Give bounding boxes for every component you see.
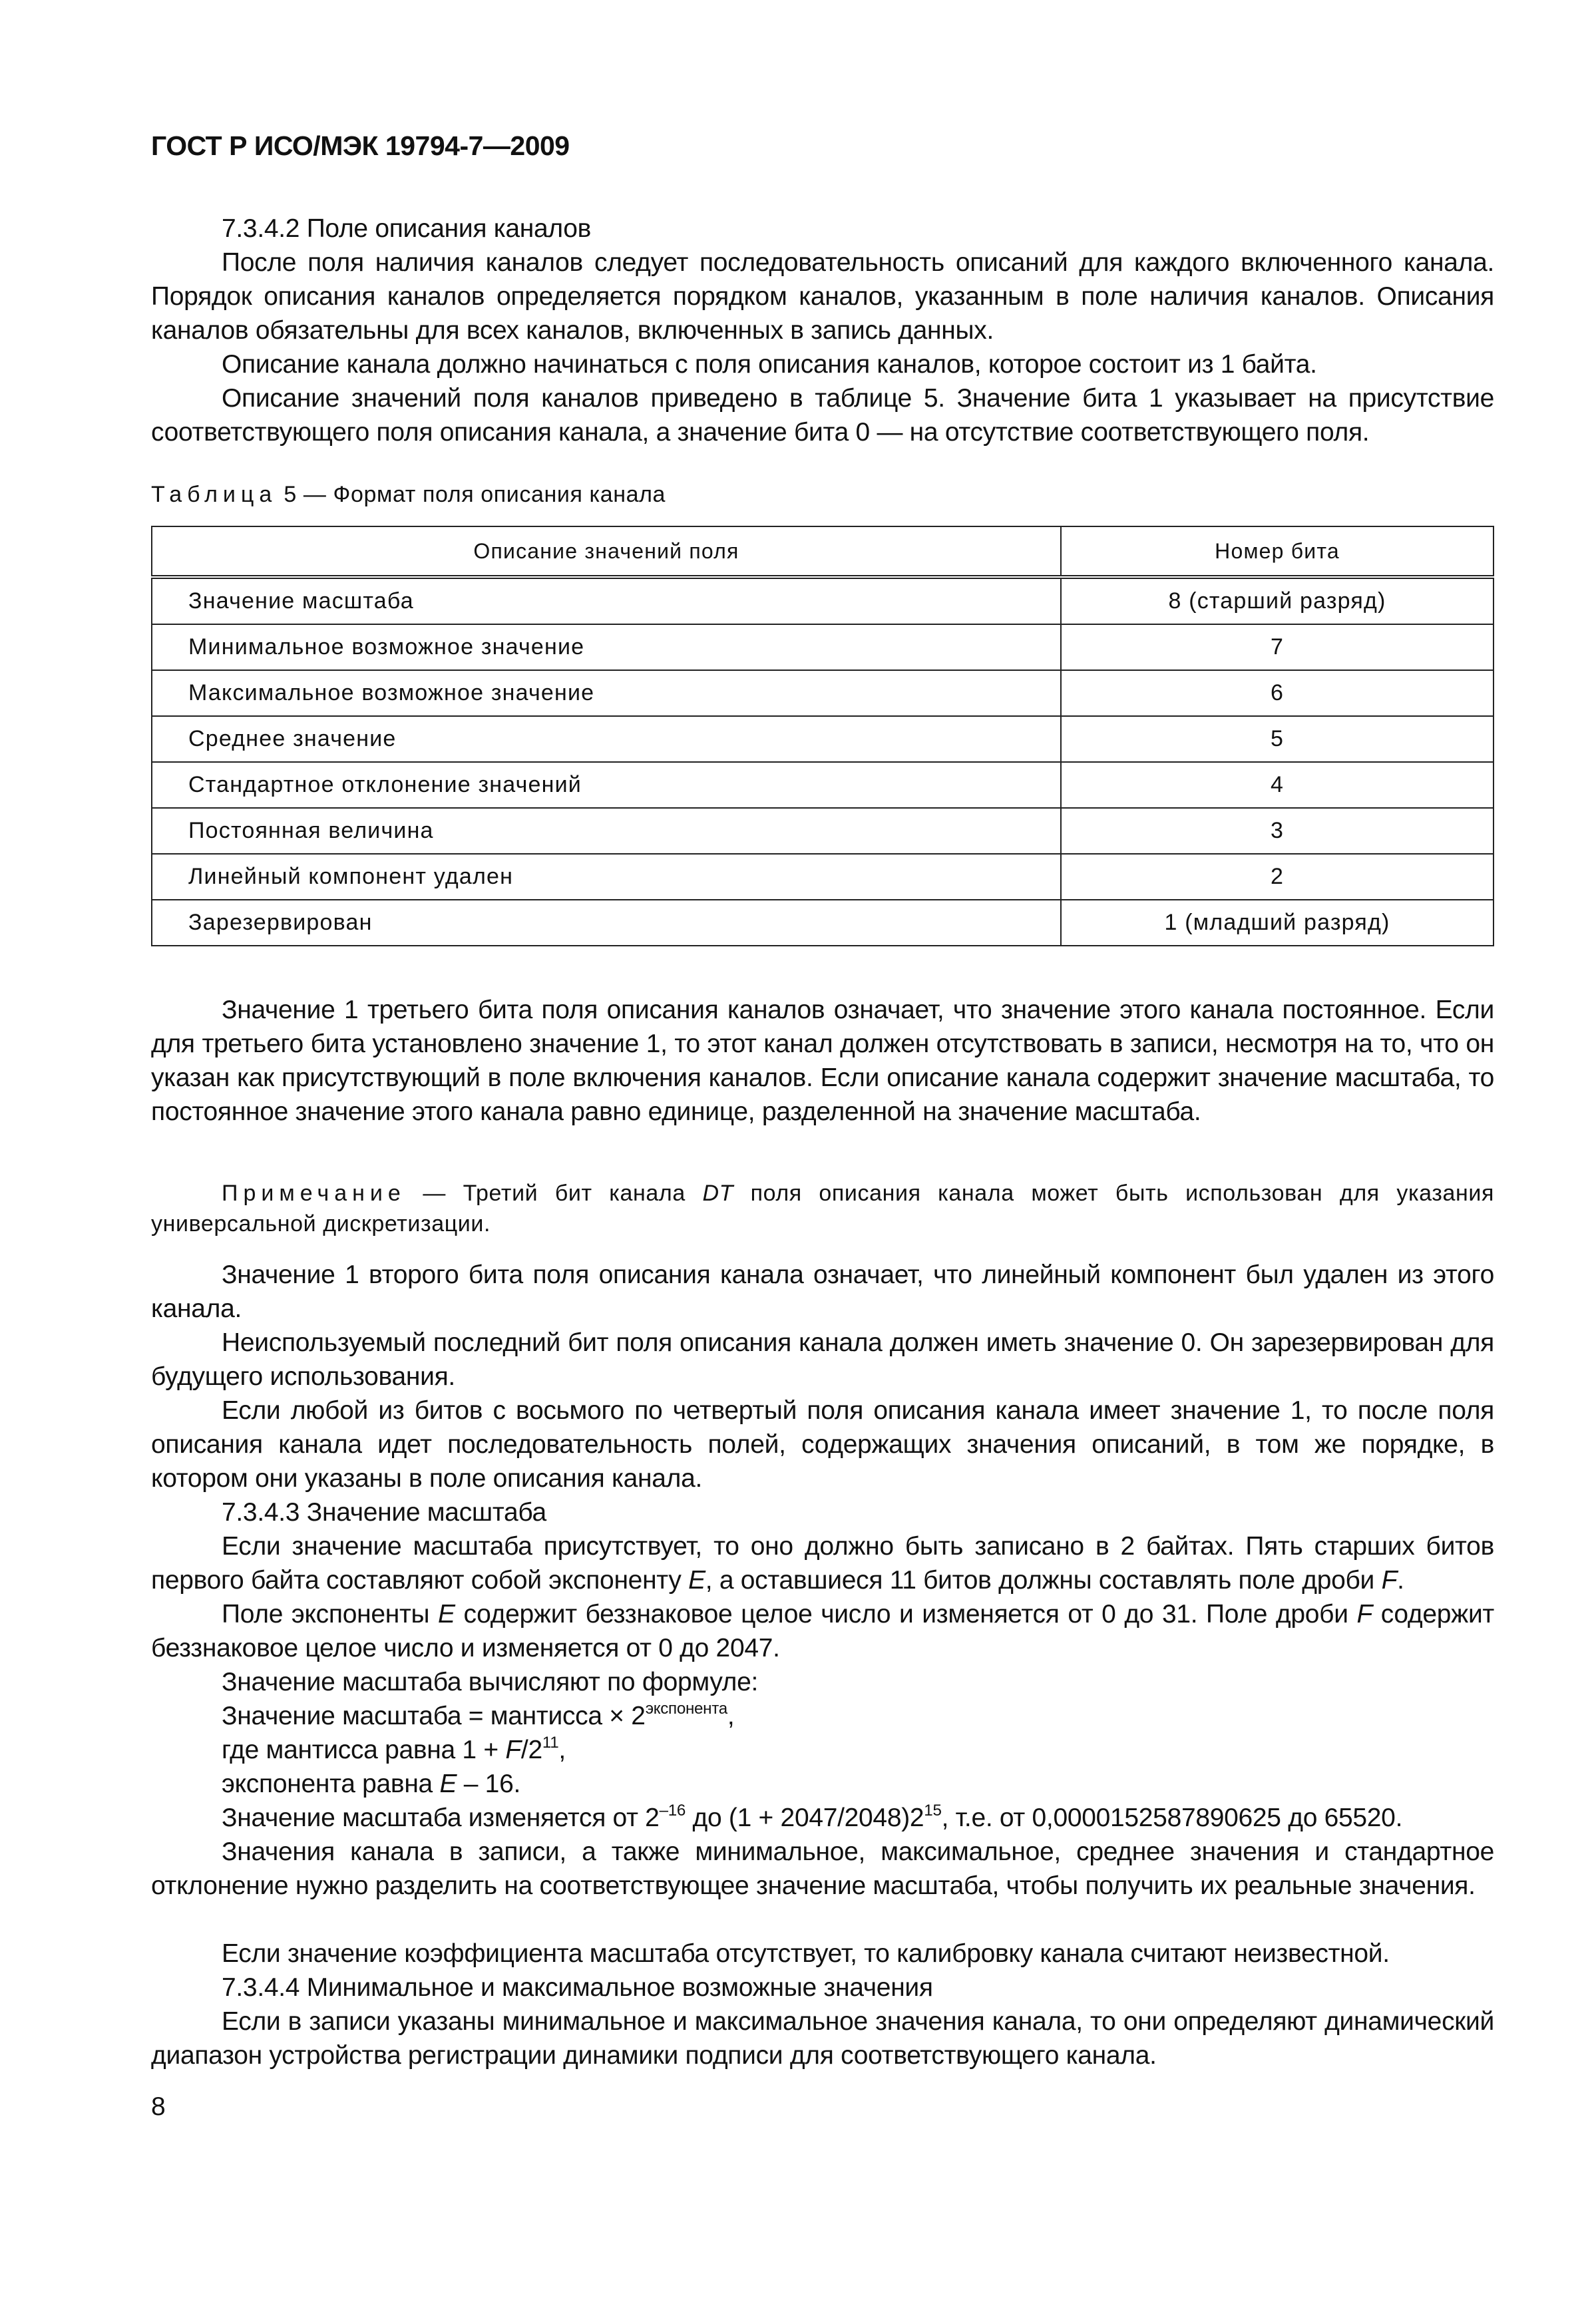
- text: экспонента равна: [222, 1770, 440, 1798]
- note-dt: DT: [702, 1181, 733, 1206]
- paragraph: После поля наличия каналов следует последовательность описаний для каждого включенного канала. Порядок описания каналов определяется порядком каналов, указанным в поле наличия каналов. Описания каналов обязательны для всех каналов, включенных в запись данных.: [151, 248, 1494, 345]
- text: содержит беззнаковое целое число и изменяется от 0 до 31. Поле дроби: [455, 1600, 1357, 1629]
- channel-description-table: [151, 526, 1494, 946]
- text: до (1 + 2047/2048)2: [686, 1804, 924, 1832]
- section-title-7-3-4-4: 7.3.4.4 Минимальное и максимальное возможные значения: [222, 1973, 933, 2002]
- text: .: [1397, 1566, 1404, 1595]
- paragraph: [151, 1529, 1494, 1597]
- paragraph: Если любой из битов с восьмого по четвертый поля описания канала имеет значение 1, то после поля описания канала идет последовательность полей, содержащих значения описаний, в том же порядке, в котором они указаны в поле описания канала.: [151, 1396, 1494, 1493]
- table-caption-text: 5 — Формат поля описания канала: [284, 482, 666, 507]
- paragraph: Значение 1 второго бита поля описания канала означает, что линейный компонент был удален из этого канала.: [151, 1260, 1494, 1323]
- column-header-description: Описание значений поля: [152, 526, 1061, 577]
- table-row: [152, 762, 1494, 808]
- row-description: Стандартное отклонение значений: [152, 762, 1061, 808]
- formula-line: [151, 1733, 1494, 1767]
- column-header-bit: Номер бита: [1061, 526, 1494, 577]
- text: , т.е. от 0,0000152587890625 до 65520.: [941, 1804, 1403, 1832]
- table-row: [152, 854, 1494, 900]
- row-bit: 8 (старший разряд): [1061, 577, 1494, 624]
- text: ,: [727, 1702, 735, 1730]
- text: ,: [558, 1736, 566, 1764]
- var-e: E: [438, 1600, 455, 1629]
- text: где мантисса равна 1 +: [222, 1736, 506, 1764]
- text: Если значение масштаба присутствует, то оно должно быть записано в 2 байтах. Пять старших битов первого байта составляют собой экспоненту: [151, 1532, 1494, 1595]
- row-description: Значение масштаба: [152, 577, 1061, 624]
- row-description: Среднее значение: [152, 716, 1061, 762]
- paragraph: Описание канала должно начинаться с поля описания каналов, которое состоит из 1 байта.: [222, 350, 1317, 379]
- formula-intro: Значение масштаба вычисляют по формуле:: [222, 1668, 759, 1696]
- note-text-1: — Третий бит канала: [405, 1181, 703, 1206]
- var-e: E: [688, 1566, 705, 1595]
- text: Значение масштаба изменяется от 2: [222, 1804, 660, 1832]
- paragraph: Если в записи указаны минимальное и максимальное значения канала, то они определяют динамический диапазон устройства регистрации динамики подписи для соответствующего канала.: [151, 2007, 1494, 2070]
- row-bit: 3: [1061, 808, 1494, 854]
- page-number: 8: [151, 2092, 166, 2121]
- row-description: Линейный компонент удален: [152, 854, 1061, 900]
- paragraph: Значения канала в записи, а также минимальное, максимальное, среднее значения и стандартное отклонение нужно разделить на соответствующее значение масштаба, чтобы получить их реальные значения.: [151, 1837, 1494, 1900]
- note: [151, 1178, 1494, 1239]
- row-bit: 6: [1061, 670, 1494, 716]
- row-bit: 7: [1061, 624, 1494, 670]
- var-e: E: [439, 1770, 457, 1798]
- note-text-2: поля описания канала может быть использован для указания универсальной дискретизации.: [151, 1181, 1494, 1237]
- section-title-7-3-4-3: 7.3.4.3 Значение масштаба: [222, 1498, 546, 1527]
- table-row: [152, 624, 1494, 670]
- table-row: [152, 808, 1494, 854]
- var-f: F: [1381, 1566, 1398, 1595]
- text: содержит беззнаковое целое число и изменяется от 0 до 2047.: [151, 1600, 1494, 1662]
- superscript: 11: [542, 1733, 559, 1752]
- table-caption: [151, 482, 666, 508]
- paragraph: Неиспользуемый последний бит поля описания канала должен иметь значение 0. Он зарезервирован для будущего использования.: [151, 1328, 1494, 1391]
- row-bit: 1 (младший разряд): [1061, 900, 1494, 946]
- table-caption-prefix: Таблица: [151, 482, 278, 507]
- section-title-7-3-4-2: 7.3.4.2 Поле описания каналов: [222, 214, 592, 243]
- formula-line: [151, 1801, 1494, 1835]
- standard-header: ГОСТ Р ИСО/МЭК 19794-7—2009: [151, 130, 570, 161]
- text: /2: [520, 1736, 542, 1764]
- row-description: Постоянная величина: [152, 808, 1061, 854]
- table-row: [152, 577, 1494, 624]
- paragraph: Если значение коэффициента масштаба отсутствует, то калибровку канала считают неизвестной.: [222, 1939, 1390, 1968]
- superscript: 15: [924, 1801, 942, 1820]
- table-row: [152, 716, 1494, 762]
- text: Значение масштаба = мантисса × 2: [222, 1702, 646, 1730]
- row-bit: 4: [1061, 762, 1494, 808]
- row-description: Минимальное возможное значение: [152, 624, 1061, 670]
- note-label: Примечание: [222, 1181, 406, 1206]
- paragraph: [151, 1597, 1494, 1665]
- row-description: Максимальное возможное значение: [152, 670, 1061, 716]
- row-bit: 2: [1061, 854, 1494, 900]
- text: Поле экспоненты: [222, 1600, 439, 1629]
- var-f: F: [1356, 1600, 1372, 1629]
- formula-line: [151, 1767, 1494, 1801]
- text: , а оставшиеся 11 битов должны составлять поле дроби: [705, 1566, 1382, 1595]
- row-description: Зарезервирован: [152, 900, 1061, 946]
- var-f: F: [505, 1736, 521, 1764]
- paragraph: Значение 1 третьего бита поля описания каналов означает, что значение этого канала постоянное. Если для третьего бита установлено значение 1, то этот канал должен отсутствовать в записи, несмотря на то, что он указан как присутствующий в поле включения каналов. Если описание канала содержит значение масштаба, то постоянное значение этого канала равно единице, разделенной на значение масштаба.: [151, 996, 1494, 1126]
- paragraph: Описание значений поля каналов приведено в таблице 5. Значение бита 1 указывает на присутствие соответствующего поля описания канала, а значение бита 0 — на отсутствие соответствующего поля.: [151, 384, 1494, 447]
- text: – 16.: [457, 1770, 520, 1798]
- row-bit: 5: [1061, 716, 1494, 762]
- table-row: [152, 900, 1494, 946]
- formula-line: [151, 1699, 1494, 1733]
- table-row: [152, 670, 1494, 716]
- table-header-row: [152, 526, 1494, 577]
- superscript: –16: [659, 1801, 686, 1820]
- superscript: экспонента: [645, 1699, 727, 1718]
